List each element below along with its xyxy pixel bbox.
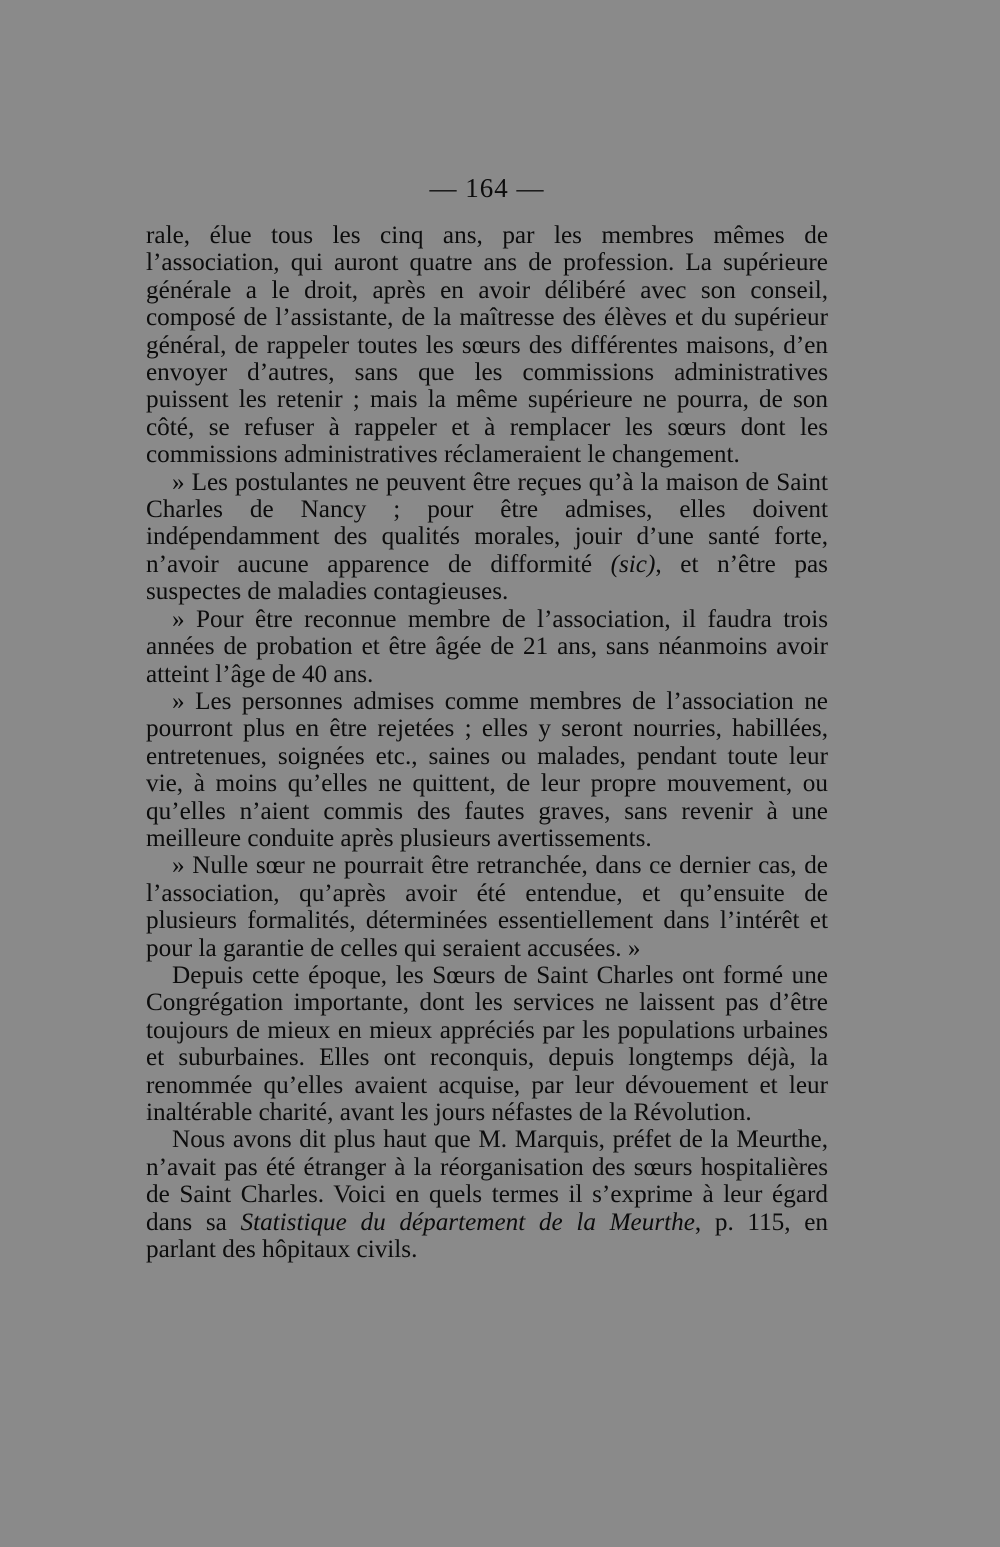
paragraph-7-text-before: Nous avons dit plus haut que M. Marquis, préfet de la Meurthe, n’avait pas été étranger à la réorganisation des sœurs hospitalières de Saint Charles. Voici en quels termes il s’exprime à leur égard dans sa [146,1126,828,1236]
paragraph-4: » Les personnes admises comme membres de l’association ne pourront plus en être rejetées ; elles y seront nourries, habillées, entretenues, soignées etc., saines ou malades, pendant toute leur vie, à moins qu’elles ne quittent, de leur propre mouvement, ou qu’elles n’aient commis des fautes graves, sans revenir à une meilleure conduite après plusieurs avertissements. [146,687,828,852]
paragraph-7-italic: Statistique du département de la Meurthe [240,1208,695,1236]
paragraph-5: » Nulle sœur ne pourrait être retranchée, dans ce dernier cas, de l’association, qu’après avoir été entendue, et qu’ensuite de plusieurs formalités, déterminées essentiellement dans l’intérêt et pour la garantie de celles qui seraient accusées. » [146,852,828,962]
paragraph-7 [146,1126,828,1263]
paragraph-2 [146,469,828,606]
book-page [146,168,828,1263]
paragraph-2-text-before: » Les postulantes ne peuvent être reçues qu’à la maison de Saint Charles de Nancy ; pour être admises, elles doivent indépendamment des qualités morales, jouir d’une santé forte, n’avoir aucune apparence de difformité [146,468,828,578]
paragraph-6: Depuis cette époque, les Sœurs de Saint Charles ont formé une Congrégation importante, dont les services ne laissent pas d’être toujours de mieux en mieux appréciés par les populations urbaines et suburbaines. Elles ont reconquis, depuis longtemps déjà, la renommée qu’elles avaient acquise, par leur dévouement et leur inaltérable charité, avant les jours néfastes de la Révolution. [146,961,828,1126]
paragraph-2-text-after: , et n’être pas suspectes de maladies contagieuses. [146,550,828,606]
paragraph-1: rale, élue tous les cinq ans, par les membres mêmes de l’association, qui auront quatre ans de profession. La supérieure générale a le droit, après en avoir délibéré avec son conseil, composé de l’assistante, de la maîtresse des élèves et du supérieur général, de rappeler toutes les sœurs des différentes maisons, d’en envoyer d’autres, sans que les commissions administratives puissent les retenir ; mais la même supérieure ne pourra, de son côté, se refuser à rappeler et à remplacer les sœurs dont les commissions administratives réclameraient le changement. [146,222,828,469]
paragraph-2-italic: (sic) [610,550,656,578]
paragraph-3: » Pour être reconnue membre de l’association, il faudra trois années de probation et être âgée de 21 ans, sans néanmoins avoir atteint l’âge de 40 ans. [146,605,828,688]
page-number: — 164 — [429,173,545,203]
paragraph-7-text-after: , p. 115, en parlant des hôpitaux civils. [146,1208,829,1264]
body-text [146,222,828,1263]
